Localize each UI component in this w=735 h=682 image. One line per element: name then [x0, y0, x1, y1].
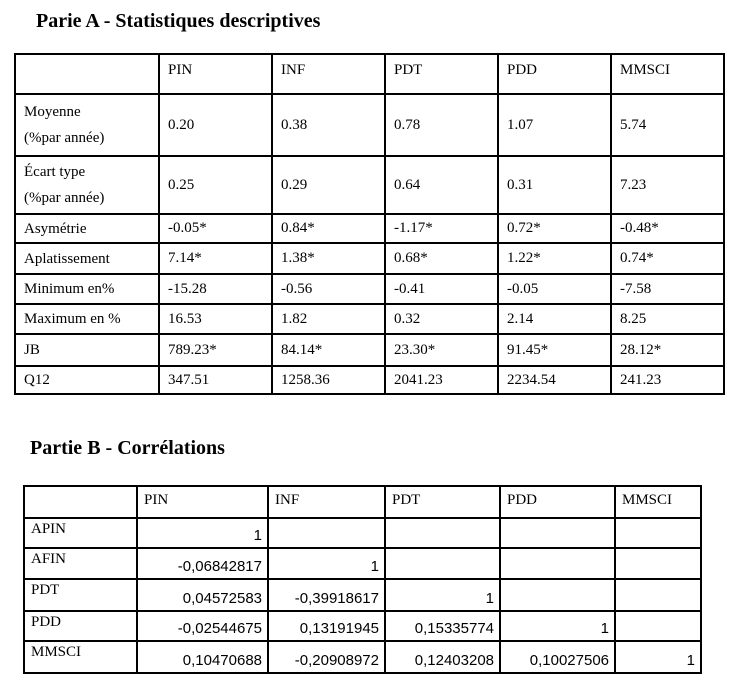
cell-value: 0.29	[272, 156, 385, 214]
cell-value: 1	[615, 641, 701, 673]
cell-value: -0,02544675	[137, 611, 268, 641]
cell-value: 0.72*	[498, 214, 611, 243]
cell-value: 0.84*	[272, 214, 385, 243]
cell-value	[500, 518, 615, 548]
column-header-blank	[24, 486, 137, 518]
column-header-pdd: PDD	[500, 486, 615, 518]
part-a-title: Parie A - Statistiques descriptives	[36, 10, 321, 32]
cell-value: -0,06842817	[137, 548, 268, 579]
table-row-mmsci	[24, 641, 701, 673]
cell-value: 1.82	[272, 304, 385, 334]
cell-value: 347.51	[159, 366, 272, 394]
table-row-jb	[15, 334, 724, 366]
cell-value: 0,10470688	[137, 641, 268, 673]
cell-value	[268, 518, 385, 548]
table-row-maximum	[15, 304, 724, 334]
cell-value	[385, 518, 500, 548]
part-b-title: Partie B - Corrélations	[30, 437, 225, 459]
cell-value: 91.45*	[498, 334, 611, 366]
part-a-table	[14, 53, 725, 395]
row-label-line1: JB	[24, 342, 40, 358]
cell-value: -15.28	[159, 274, 272, 304]
column-header-inf: INF	[272, 54, 385, 94]
cell-value: -0.05*	[159, 214, 272, 243]
cell-value: 7.14*	[159, 243, 272, 274]
table-row-pdd	[24, 611, 701, 641]
cell-value: 5.74	[611, 94, 724, 156]
cell-value: -0,20908972	[268, 641, 385, 673]
table-row-aplatissement	[15, 243, 724, 274]
cell-value: -1.17*	[385, 214, 498, 243]
cell-value: 0.74*	[611, 243, 724, 274]
cell-value: 1.38*	[272, 243, 385, 274]
part-b-table	[23, 485, 702, 674]
cell-value: 23.30*	[385, 334, 498, 366]
column-header-blank	[15, 54, 159, 94]
row-label: MMSCI	[24, 641, 137, 673]
table-row-moyenne	[15, 94, 724, 156]
cell-value: 0,04572583	[137, 579, 268, 611]
table-row-ecart-type	[15, 156, 724, 214]
cell-value: -0.05	[498, 274, 611, 304]
cell-value: 1258.36	[272, 366, 385, 394]
cell-value: 1	[268, 548, 385, 579]
table-row-minimum	[15, 274, 724, 304]
row-label-line1: Asymétrie	[24, 220, 87, 237]
column-header-mmsci: MMSCI	[615, 486, 701, 518]
cell-value: 2041.23	[385, 366, 498, 394]
row-label-line1: Maximum en %	[24, 311, 121, 327]
cell-value: 0.78	[385, 94, 498, 156]
cell-value	[615, 611, 701, 641]
cell-value: 789.23*	[159, 334, 272, 366]
cell-value	[385, 548, 500, 579]
cell-value: -0,39918617	[268, 579, 385, 611]
column-header-mmsci: MMSCI	[611, 54, 724, 94]
row-label-line1: Moyenne	[24, 104, 81, 120]
row-label-line2: (%par année)	[24, 130, 105, 146]
cell-value: -0.41	[385, 274, 498, 304]
cell-value: 0.20	[159, 94, 272, 156]
row-label-line1: Minimum en%	[24, 281, 115, 297]
column-header-pin: PIN	[159, 54, 272, 94]
cell-value: 7.23	[611, 156, 724, 214]
cell-value: 0.31	[498, 156, 611, 214]
cell-value: 2.14	[498, 304, 611, 334]
cell-value: 84.14*	[272, 334, 385, 366]
row-label: PDT	[24, 579, 137, 611]
cell-value: 28.12*	[611, 334, 724, 366]
table-row-pdt	[24, 579, 701, 611]
cell-value: 0,12403208	[385, 641, 500, 673]
cell-value	[615, 548, 701, 579]
cell-value: -7.58	[611, 274, 724, 304]
row-label: PDD	[24, 611, 137, 641]
cell-value: 0.32	[385, 304, 498, 334]
cell-value: 2234.54	[498, 366, 611, 394]
table-row-q12	[15, 366, 724, 394]
cell-value: -0.48*	[611, 214, 724, 243]
row-label	[15, 214, 159, 243]
cell-value: 16.53	[159, 304, 272, 334]
table-row-apin	[24, 518, 701, 548]
cell-value: 1	[137, 518, 268, 548]
table-b-header-row	[24, 486, 701, 518]
cell-value	[615, 579, 701, 611]
row-label-line2: (%par année)	[24, 190, 105, 206]
cell-value: -0.56	[272, 274, 385, 304]
cell-value: 1.07	[498, 94, 611, 156]
cell-value: 1	[385, 579, 500, 611]
cell-value: 0.68*	[385, 243, 498, 274]
cell-value: 1	[500, 611, 615, 641]
cell-value: 241.23	[611, 366, 724, 394]
column-header-pdt: PDT	[385, 54, 498, 94]
row-label: AFIN	[24, 548, 137, 579]
cell-value: 0.25	[159, 156, 272, 214]
table-row-afin	[24, 548, 701, 579]
row-label-line1: Q12	[24, 372, 50, 388]
cell-value	[500, 579, 615, 611]
cell-value: 0,10027506	[500, 641, 615, 673]
column-header-pdt: PDT	[385, 486, 500, 518]
cell-value: 0,13191945	[268, 611, 385, 641]
row-label	[15, 243, 159, 274]
cell-value: 1.22*	[498, 243, 611, 274]
row-label	[15, 274, 159, 304]
row-label-line1: Aplatissement	[24, 250, 110, 267]
table-a-header-row	[15, 54, 724, 94]
row-label-line1: Écart type	[24, 164, 86, 180]
row-label: APIN	[24, 518, 137, 548]
table-row-asymetrie	[15, 214, 724, 243]
column-header-inf: INF	[268, 486, 385, 518]
row-label	[15, 156, 159, 214]
column-header-pin: PIN	[137, 486, 268, 518]
row-label	[15, 304, 159, 334]
cell-value: 0.38	[272, 94, 385, 156]
column-header-pdd: PDD	[498, 54, 611, 94]
cell-value: 0.64	[385, 156, 498, 214]
cell-value	[615, 518, 701, 548]
row-label	[15, 334, 159, 366]
cell-value: 8.25	[611, 304, 724, 334]
row-label	[15, 366, 159, 394]
cell-value: 0,15335774	[385, 611, 500, 641]
cell-value	[500, 548, 615, 579]
row-label	[15, 94, 159, 156]
